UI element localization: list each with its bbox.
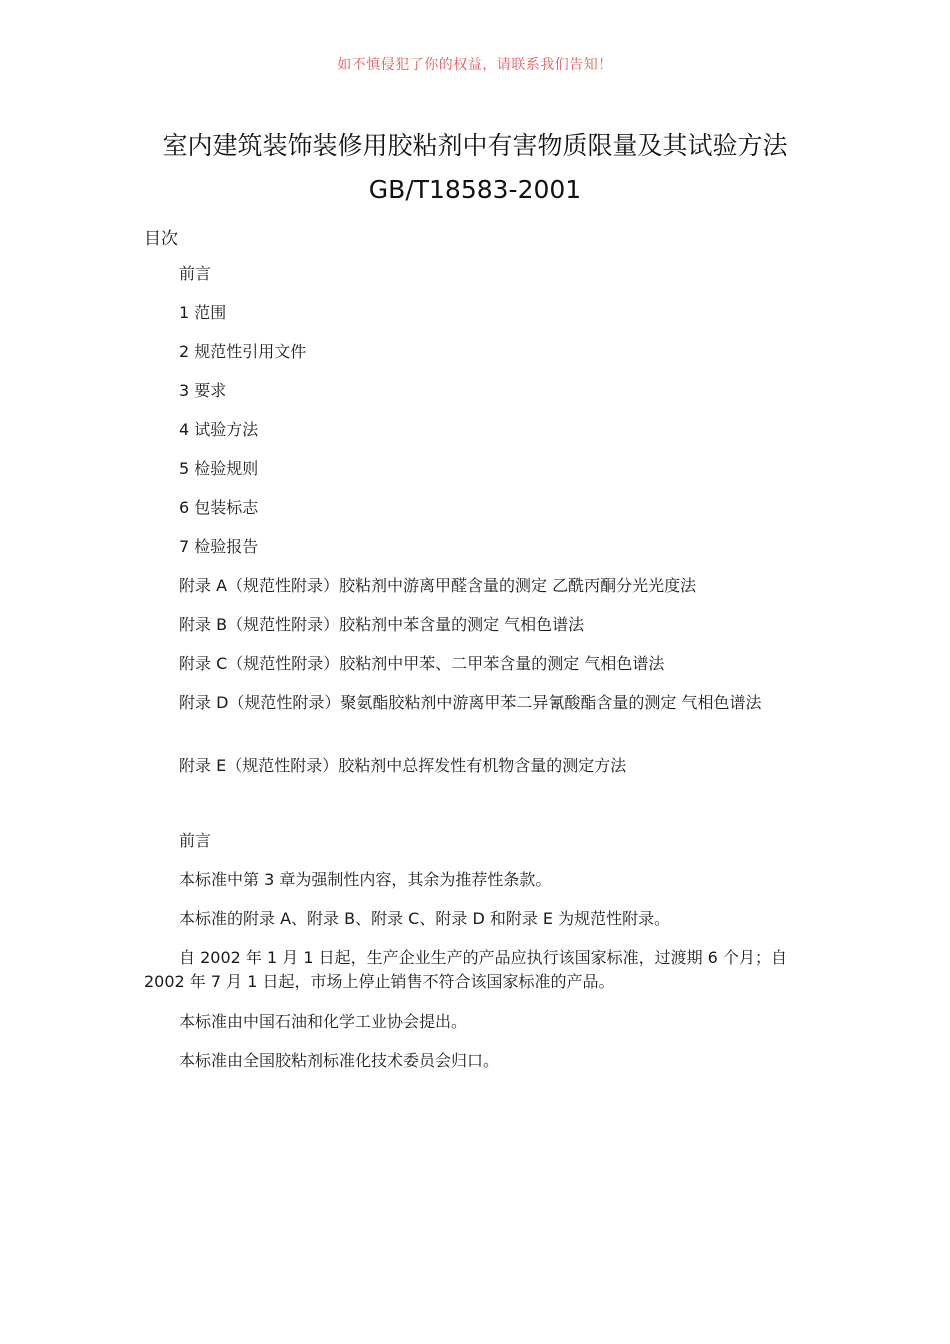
preface-paragraph-3: 自 2002 年 1 月 1 日起，生产企业生产的产品应执行该国家标准，过渡期 6 个月；自 2002 年 7 月 1 日起，市场上停止销售不符合该国家标准的产品。 [144, 948, 787, 991]
standard-code: GB/T18583-2001 [368, 175, 582, 204]
toc-item-appendix-b: 附录 B（规范性附录）胶粘剂中苯含量的测定 气相色谱法 [179, 615, 585, 634]
toc-item-preface: 前言 [179, 264, 212, 283]
toc-item-appendix-a: 附录 A（规范性附录）胶粘剂中游离甲醛含量的测定 乙酰丙酮分光光度法 [179, 576, 697, 595]
toc-item-3: 3 要求 [179, 381, 227, 400]
toc-item-2: 2 规范性引用文件 [179, 342, 307, 361]
toc-item-appendix-e: 附录 E（规范性附录）胶粘剂中总挥发性有机物含量的测定方法 [179, 756, 627, 775]
preface-paragraph-1: 本标准中第 3 章为强制性内容，其余为推荐性条款。 [179, 870, 552, 889]
toc-item-appendix-c: 附录 C（规范性附录）胶粘剂中甲苯、二甲苯含量的测定 气相色谱法 [179, 654, 665, 673]
preface-paragraph-2: 本标准的附录 A、附录 B、附录 C、附录 D 和附录 E 为规范性附录。 [179, 909, 671, 928]
preface-heading: 前言 [179, 831, 212, 850]
toc-heading: 目次 [144, 229, 178, 249]
preface-paragraph-4: 本标准由中国石油和化学工业协会提出。 [179, 1012, 468, 1031]
copyright-notice: 如不慎侵犯了你的权益，请联系我们告知！ [337, 57, 613, 73]
toc-item-4: 4 试验方法 [179, 420, 259, 439]
toc-item-1: 1 范围 [179, 303, 227, 322]
toc-item-5: 5 检验规则 [179, 459, 259, 478]
toc-item-6: 6 包装标志 [179, 498, 259, 517]
preface-paragraph-5: 本标准由全国胶粘剂标准化技术委员会归口。 [179, 1051, 500, 1070]
toc-item-appendix-d: 附录 D（规范性附录）聚氨酯胶粘剂中游离甲苯二异氰酸酯含量的测定 气相色谱法 [179, 693, 762, 712]
toc-item-7: 7 检验报告 [179, 537, 259, 556]
document-title: 室内建筑装饰装修用胶粘剂中有害物质限量及其试验方法 [162, 131, 788, 160]
